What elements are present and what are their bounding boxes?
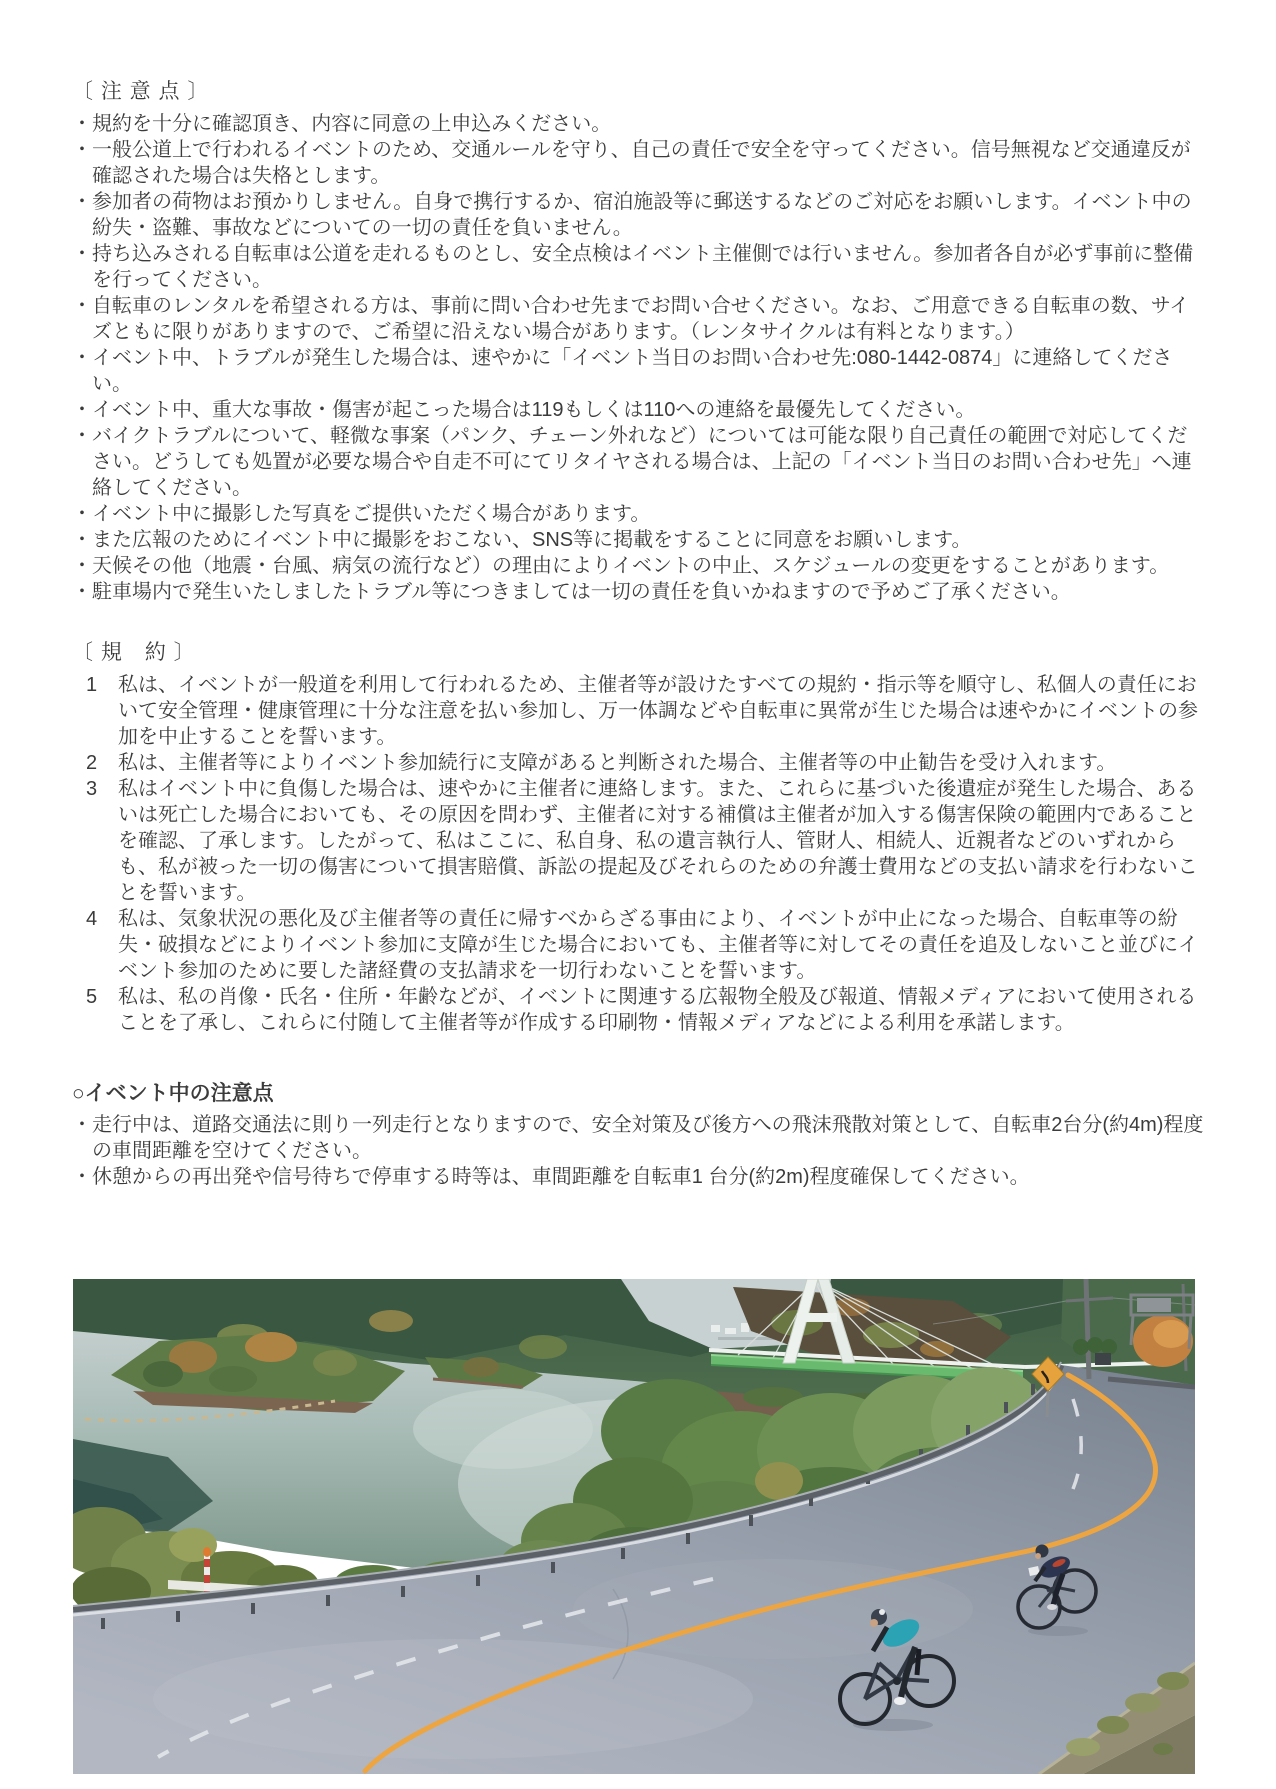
term-item <box>72 750 1206 776</box>
bullet-glyph: ・ <box>72 191 92 213</box>
bullet-glyph: ・ <box>72 1166 92 1188</box>
list-item-text: 持ち込みされる自転車は公道を走れるものとし、安全点検はイベント主催側では行いません。参加者各自が必ず事前に整備を行ってください。 <box>92 243 1194 291</box>
list-item <box>72 293 1206 345</box>
list-item <box>72 423 1206 501</box>
event-notes-section <box>72 1080 1206 1190</box>
term-item <box>72 672 1206 750</box>
term-item <box>72 984 1206 1036</box>
list-item <box>72 501 1206 527</box>
list-item-text: また広報のためにイベント中に撮影をおこない、SNS等に掲載をすることに同意をお願いします。 <box>92 529 972 551</box>
attention-heading: 〔 注 意 点 〕 <box>72 80 210 103</box>
list-item-text: バイクトラブルについて、軽微な事案（パンク、チェーン外れなど）については可能な限り自己責任の範囲で対応してください。どうしても処置が必要な場合や自走不可にてリタイヤされる場合は、上記の「イベント当日のお問い合わせ先」へ連絡してください。 <box>92 425 1192 499</box>
terms-heading: 〔 規 約 〕 <box>72 641 196 664</box>
terms-list <box>72 672 1206 1036</box>
term-text: 私は、主催者等によりイベント参加続行に支障があると判断された場合、主催者等の中止勧告を受け入れます。 <box>118 752 1117 774</box>
bullet-glyph: ・ <box>72 347 92 369</box>
term-number: 4 <box>86 908 98 930</box>
term-item <box>72 906 1206 984</box>
list-item-text: 参加者の荷物はお預かりしません。自身で携行するか、宿泊施設等に郵送するなどのご対応をお願いします。イベント中の紛失・盗難、事故などについての一切の責任を負いません。 <box>92 191 1192 239</box>
bullet-glyph: ・ <box>72 1114 92 1136</box>
term-text: 私は、気象状況の悪化及び主催者等の責任に帰すべからざる事由により、イベントが中止になった場合、自転車等の紛失・破損などによりイベント参加に支障が生じた場合においても、主催者等に対してその責任を追及しないこと並びにイベント参加のために要した諸経費の支払請求を一切行わないことを誓います。 <box>118 908 1198 982</box>
list-item <box>72 553 1206 579</box>
list-item <box>72 397 1206 423</box>
list-item-text: 走行中は、道路交通法に則り一列走行となりますので、安全対策及び後方への飛沫飛散対策として、自転車2台分(約4m)程度の車間距離を空けてください。 <box>92 1114 1204 1162</box>
event-notes-heading: ○イベント中の注意点 <box>72 1082 274 1105</box>
list-item-text: 休憩からの再出発や信号待ちで停車する時等は、車間距離を自転車1 台分(約2m)程度確保してください。 <box>92 1166 1030 1188</box>
term-item <box>72 776 1206 906</box>
striped-marker-pole <box>203 1547 211 1599</box>
term-text: 私は、イベントが一般道を利用して行われるため、主催者等が設けたすべての規約・指示等を順守し、私個人の責任において安全管理・健康管理に十分な注意を払い参加し、万一体調などや自転車に異常が生じた場合は速やかにイベントの参加を中止することを誓います。 <box>118 674 1198 748</box>
list-item <box>72 111 1206 137</box>
attention-list <box>72 111 1206 605</box>
list-item <box>72 579 1206 605</box>
list-item <box>72 527 1206 553</box>
term-text: 私はイベント中に負傷した場合は、速やかに主催者に連絡します。また、これらに基づいた後遺症が発生した場合、あるいは死亡した場合においても、その原因を問わず、主催者に対する補償は主催者が加入する傷害保険の範囲内であることを確認、了承します。したがって、私はここに、私自身、私の遺言執行人、管財人、相続人、近親者などのいずれからも、私が被った一切の傷害について損害賠償、訴訟の提起及びそれらのための弁護士費用などの支払い請求を行わないことを誓います。 <box>118 778 1198 904</box>
bullet-glyph: ・ <box>72 529 92 551</box>
list-item <box>72 137 1206 189</box>
list-item <box>72 241 1206 293</box>
list-item <box>72 189 1206 241</box>
list-item-text: 規約を十分に確認頂き、内容に同意の上申込みください。 <box>92 113 612 135</box>
term-number: 3 <box>86 778 98 800</box>
term-number: 2 <box>86 752 98 774</box>
bullet-glyph: ・ <box>72 399 92 421</box>
bullet-glyph: ・ <box>72 555 92 577</box>
list-item-text: 自転車のレンタルを希望される方は、事前に問い合わせ先までお問い合せください。なお、ご用意できる自転車の数、サイズともに限りがありますので、ご希望に沿えない場合があります。（レンタサイクルは有料となります。） <box>92 295 1190 343</box>
bullet-glyph: ・ <box>72 295 92 317</box>
list-item-text: イベント中、重大な事故・傷害が起こった場合は119もしくは110への連絡を最優先してください。 <box>92 399 976 421</box>
list-item-text: 一般公道上で行われるイベントのため、交通ルールを守り、自己の責任で安全を守ってください。信号無視など交通違反が確認された場合は失格とします。 <box>92 139 1191 187</box>
list-item <box>72 1112 1206 1164</box>
bullet-glyph: ・ <box>72 243 92 265</box>
list-item-text: イベント中に撮影した写真をご提供いただく場合があります。 <box>92 503 651 525</box>
event-photo-cyclists-lake-bridge <box>73 1279 1195 1774</box>
list-item-text: 駐車場内で発生いたしましたトラブル等につきましては一切の責任を負いかねますので予めご了承ください。 <box>92 581 1071 603</box>
list-item <box>72 345 1206 397</box>
terms-section <box>72 639 1206 1036</box>
list-item <box>72 1164 1206 1190</box>
photo-graphic <box>73 1279 1195 1774</box>
event-notes-list <box>72 1112 1206 1190</box>
term-number: 1 <box>86 674 98 696</box>
term-number: 5 <box>86 986 98 1008</box>
term-text: 私は、私の肖像・氏名・住所・年齢などが、イベントに関連する広報物全般及び報道、情報メディアにおいて使用されることを了承し、これらに付随して主催者等が作成する印刷物・情報メディアなどによる利用を承諾します。 <box>118 986 1197 1034</box>
bullet-glyph: ・ <box>72 581 92 603</box>
list-item-text: 天候その他（地震・台風、病気の流行など）の理由によりイベントの中止、スケジュールの変更をすることがあります。 <box>92 555 1170 577</box>
bullet-glyph: ・ <box>72 425 92 447</box>
attention-section <box>72 78 1206 605</box>
list-item-text: イベント中、トラブルが発生した場合は、速やかに「イベント当日のお問い合わせ先:080-1442-0874」に連絡してください。 <box>92 347 1173 395</box>
bullet-glyph: ・ <box>72 113 92 135</box>
bullet-glyph: ・ <box>72 503 92 525</box>
bullet-glyph: ・ <box>72 139 92 161</box>
